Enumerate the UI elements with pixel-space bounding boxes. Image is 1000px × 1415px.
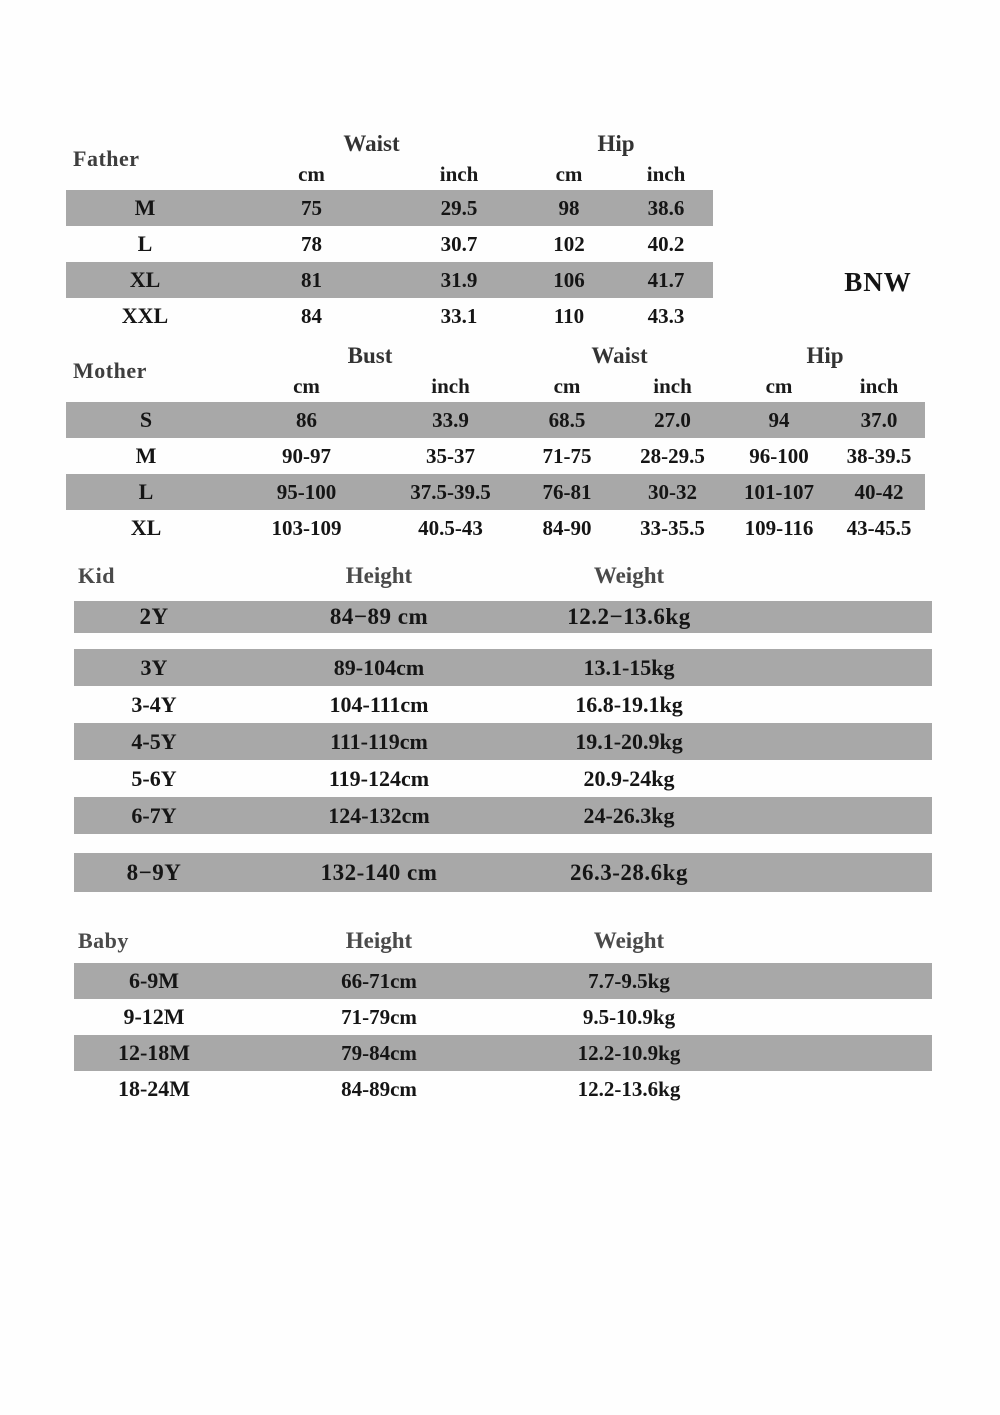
baby-weight-column-header: Weight [593, 928, 665, 953]
unit-header: inch [439, 161, 479, 186]
size-cell: 6-7Y [131, 802, 177, 828]
value-cell: 33.9 [432, 407, 469, 432]
value-cell: 38.6 [647, 195, 685, 220]
baby-size-row [74, 1035, 932, 1071]
value-cell: 40.5-43 [418, 515, 483, 540]
unit-header: cm [298, 161, 325, 186]
baby-size-row [74, 999, 932, 1035]
value-cell: 94 [768, 407, 790, 432]
value-cell: 29.5 [440, 195, 478, 220]
mother-section-label: Mother [73, 358, 147, 383]
value-cell: 37.0 [860, 407, 898, 432]
value-cell: 31.9 [440, 267, 478, 292]
height-cell: 132-140 cm [320, 859, 438, 885]
unit-header: inch [431, 373, 470, 398]
father-section-label: Father [73, 146, 140, 171]
weight-cell: 13.1-15kg [583, 654, 675, 680]
kid-size-row [74, 853, 932, 892]
size-cell: 2Y [139, 604, 169, 629]
value-cell: 101-107 [744, 479, 814, 504]
value-cell: 106 [553, 267, 585, 292]
value-cell: 78 [301, 231, 322, 256]
value-cell: 28-29.5 [640, 443, 705, 468]
weight-cell: 20.9-24kg [583, 765, 675, 791]
unit-header: inch [859, 373, 899, 398]
mother-size-row [66, 402, 925, 438]
size-cell: 5-6Y [131, 765, 177, 791]
weight-cell: 12.2-13.6kg [577, 1076, 681, 1101]
value-cell: 90-97 [282, 443, 331, 468]
value-cell: 84-90 [542, 515, 592, 540]
unit-header: cm [555, 161, 583, 186]
kid-size-table [74, 562, 932, 892]
height-cell: 79-84cm [341, 1040, 417, 1065]
value-cell: 40-42 [854, 479, 904, 504]
kid-size-row [74, 760, 932, 797]
size-cell: M [135, 443, 157, 468]
baby-height-column-header: Height [345, 928, 413, 953]
value-cell: 110 [553, 303, 585, 328]
value-cell: 35-37 [426, 443, 475, 468]
value-cell: 37.5-39.5 [410, 479, 491, 504]
size-cell: 9-12M [123, 1004, 185, 1029]
weight-cell: 24-26.3kg [583, 802, 675, 828]
size-cell: XL [129, 267, 161, 292]
kid-size-row [74, 601, 932, 633]
weight-cell: 12.2-10.9kg [577, 1040, 681, 1065]
value-cell: 41.7 [647, 267, 685, 292]
height-cell: 89-104cm [333, 654, 425, 680]
mother-size-row [66, 438, 925, 474]
size-cell: 12-18M [117, 1040, 191, 1065]
value-cell: 96-100 [749, 443, 809, 468]
height-cell: 84-89cm [341, 1076, 417, 1101]
unit-header: cm [293, 373, 320, 398]
kid-weight-column-header: Weight [593, 563, 665, 588]
kid-size-row [74, 649, 932, 686]
baby-size-row [74, 963, 932, 999]
value-cell: 84 [301, 303, 322, 328]
unit-header: cm [553, 373, 581, 398]
value-cell: 27.0 [654, 407, 691, 432]
weight-cell: 19.1-20.9kg [575, 728, 683, 754]
size-cell: 3-4Y [131, 691, 177, 717]
value-cell: 81 [301, 267, 322, 292]
size-cell: S [139, 407, 153, 432]
weight-cell: 16.8-19.1kg [575, 691, 683, 717]
kid-section-label: Kid [78, 563, 115, 588]
height-cell: 66-71cm [341, 968, 417, 993]
father-size-row [66, 298, 713, 334]
size-cell: 4-5Y [131, 728, 177, 754]
height-cell: 111-119cm [330, 728, 428, 754]
size-cell: 18-24M [117, 1076, 191, 1101]
father-size-table [66, 130, 713, 334]
mother-size-table [66, 342, 925, 546]
value-cell: 30-32 [648, 479, 697, 504]
value-cell: 75 [301, 195, 322, 220]
value-cell: 43.3 [647, 303, 685, 328]
mother-group-header-row [66, 342, 925, 370]
value-cell: 40.2 [647, 231, 685, 256]
size-cell: 6-9M [128, 968, 180, 993]
mother-size-row [66, 474, 925, 510]
height-cell: 124-132cm [328, 802, 430, 828]
value-cell: 33-35.5 [640, 515, 705, 540]
height-cell: 84−89 cm [329, 604, 429, 629]
size-cell: 3Y [140, 654, 168, 680]
value-cell: 95-100 [276, 479, 337, 504]
weight-cell: 26.3-28.6kg [570, 859, 688, 885]
unit-header: cm [765, 373, 793, 398]
weight-cell: 9.5-10.9kg [582, 1004, 676, 1029]
value-cell: 30.7 [440, 231, 478, 256]
value-cell: 76-81 [542, 479, 592, 504]
unit-header: inch [653, 373, 692, 398]
value-cell: 71-75 [542, 443, 592, 468]
kid-height-column-header: Height [345, 563, 413, 588]
baby-size-row [74, 1071, 932, 1107]
kid-size-row [74, 797, 932, 834]
baby-size-table [74, 927, 932, 1107]
mother-waist-group-header: Waist [591, 343, 648, 368]
kid-header-row [74, 562, 932, 590]
height-cell: 119-124cm [328, 765, 430, 791]
mother-hip-group-header: Hip [806, 343, 844, 368]
value-cell: 86 [296, 407, 317, 432]
father-group-header-row [66, 130, 713, 158]
father-size-row [66, 226, 713, 262]
kid-size-row [74, 723, 932, 760]
unit-header: inch [646, 161, 686, 186]
father-waist-group-header: Waist [343, 131, 400, 156]
weight-cell: 12.2−13.6kg [567, 604, 691, 629]
size-cell: 8−9Y [126, 859, 182, 885]
mother-bust-group-header: Bust [347, 343, 393, 368]
father-units-header-row [66, 158, 713, 190]
value-cell: 38-39.5 [846, 443, 912, 468]
size-cell: L [138, 479, 154, 504]
height-cell: 71-79cm [341, 1004, 417, 1029]
value-cell: 103-109 [271, 515, 342, 540]
height-cell: 104-111cm [329, 691, 429, 717]
baby-header-row [74, 927, 932, 955]
mother-units-header-row [66, 370, 925, 402]
value-cell: 43-45.5 [846, 515, 912, 540]
brand-label: BNW [844, 267, 912, 297]
father-size-row [66, 262, 713, 298]
size-cell: XXL [121, 303, 169, 328]
value-cell: 102 [553, 231, 585, 256]
father-hip-group-header: Hip [597, 131, 635, 156]
mother-size-row [66, 510, 925, 546]
weight-cell: 7.7-9.5kg [588, 968, 670, 993]
baby-section-label: Baby [78, 928, 129, 953]
size-cell: M [134, 195, 156, 220]
value-cell: 98 [558, 195, 580, 220]
value-cell: 68.5 [548, 407, 586, 432]
kid-size-row [74, 686, 932, 723]
size-cell: XL [130, 515, 162, 540]
value-cell: 33.1 [440, 303, 478, 328]
father-size-row [66, 190, 713, 226]
value-cell: 109-116 [744, 515, 814, 540]
size-cell: L [137, 231, 153, 256]
